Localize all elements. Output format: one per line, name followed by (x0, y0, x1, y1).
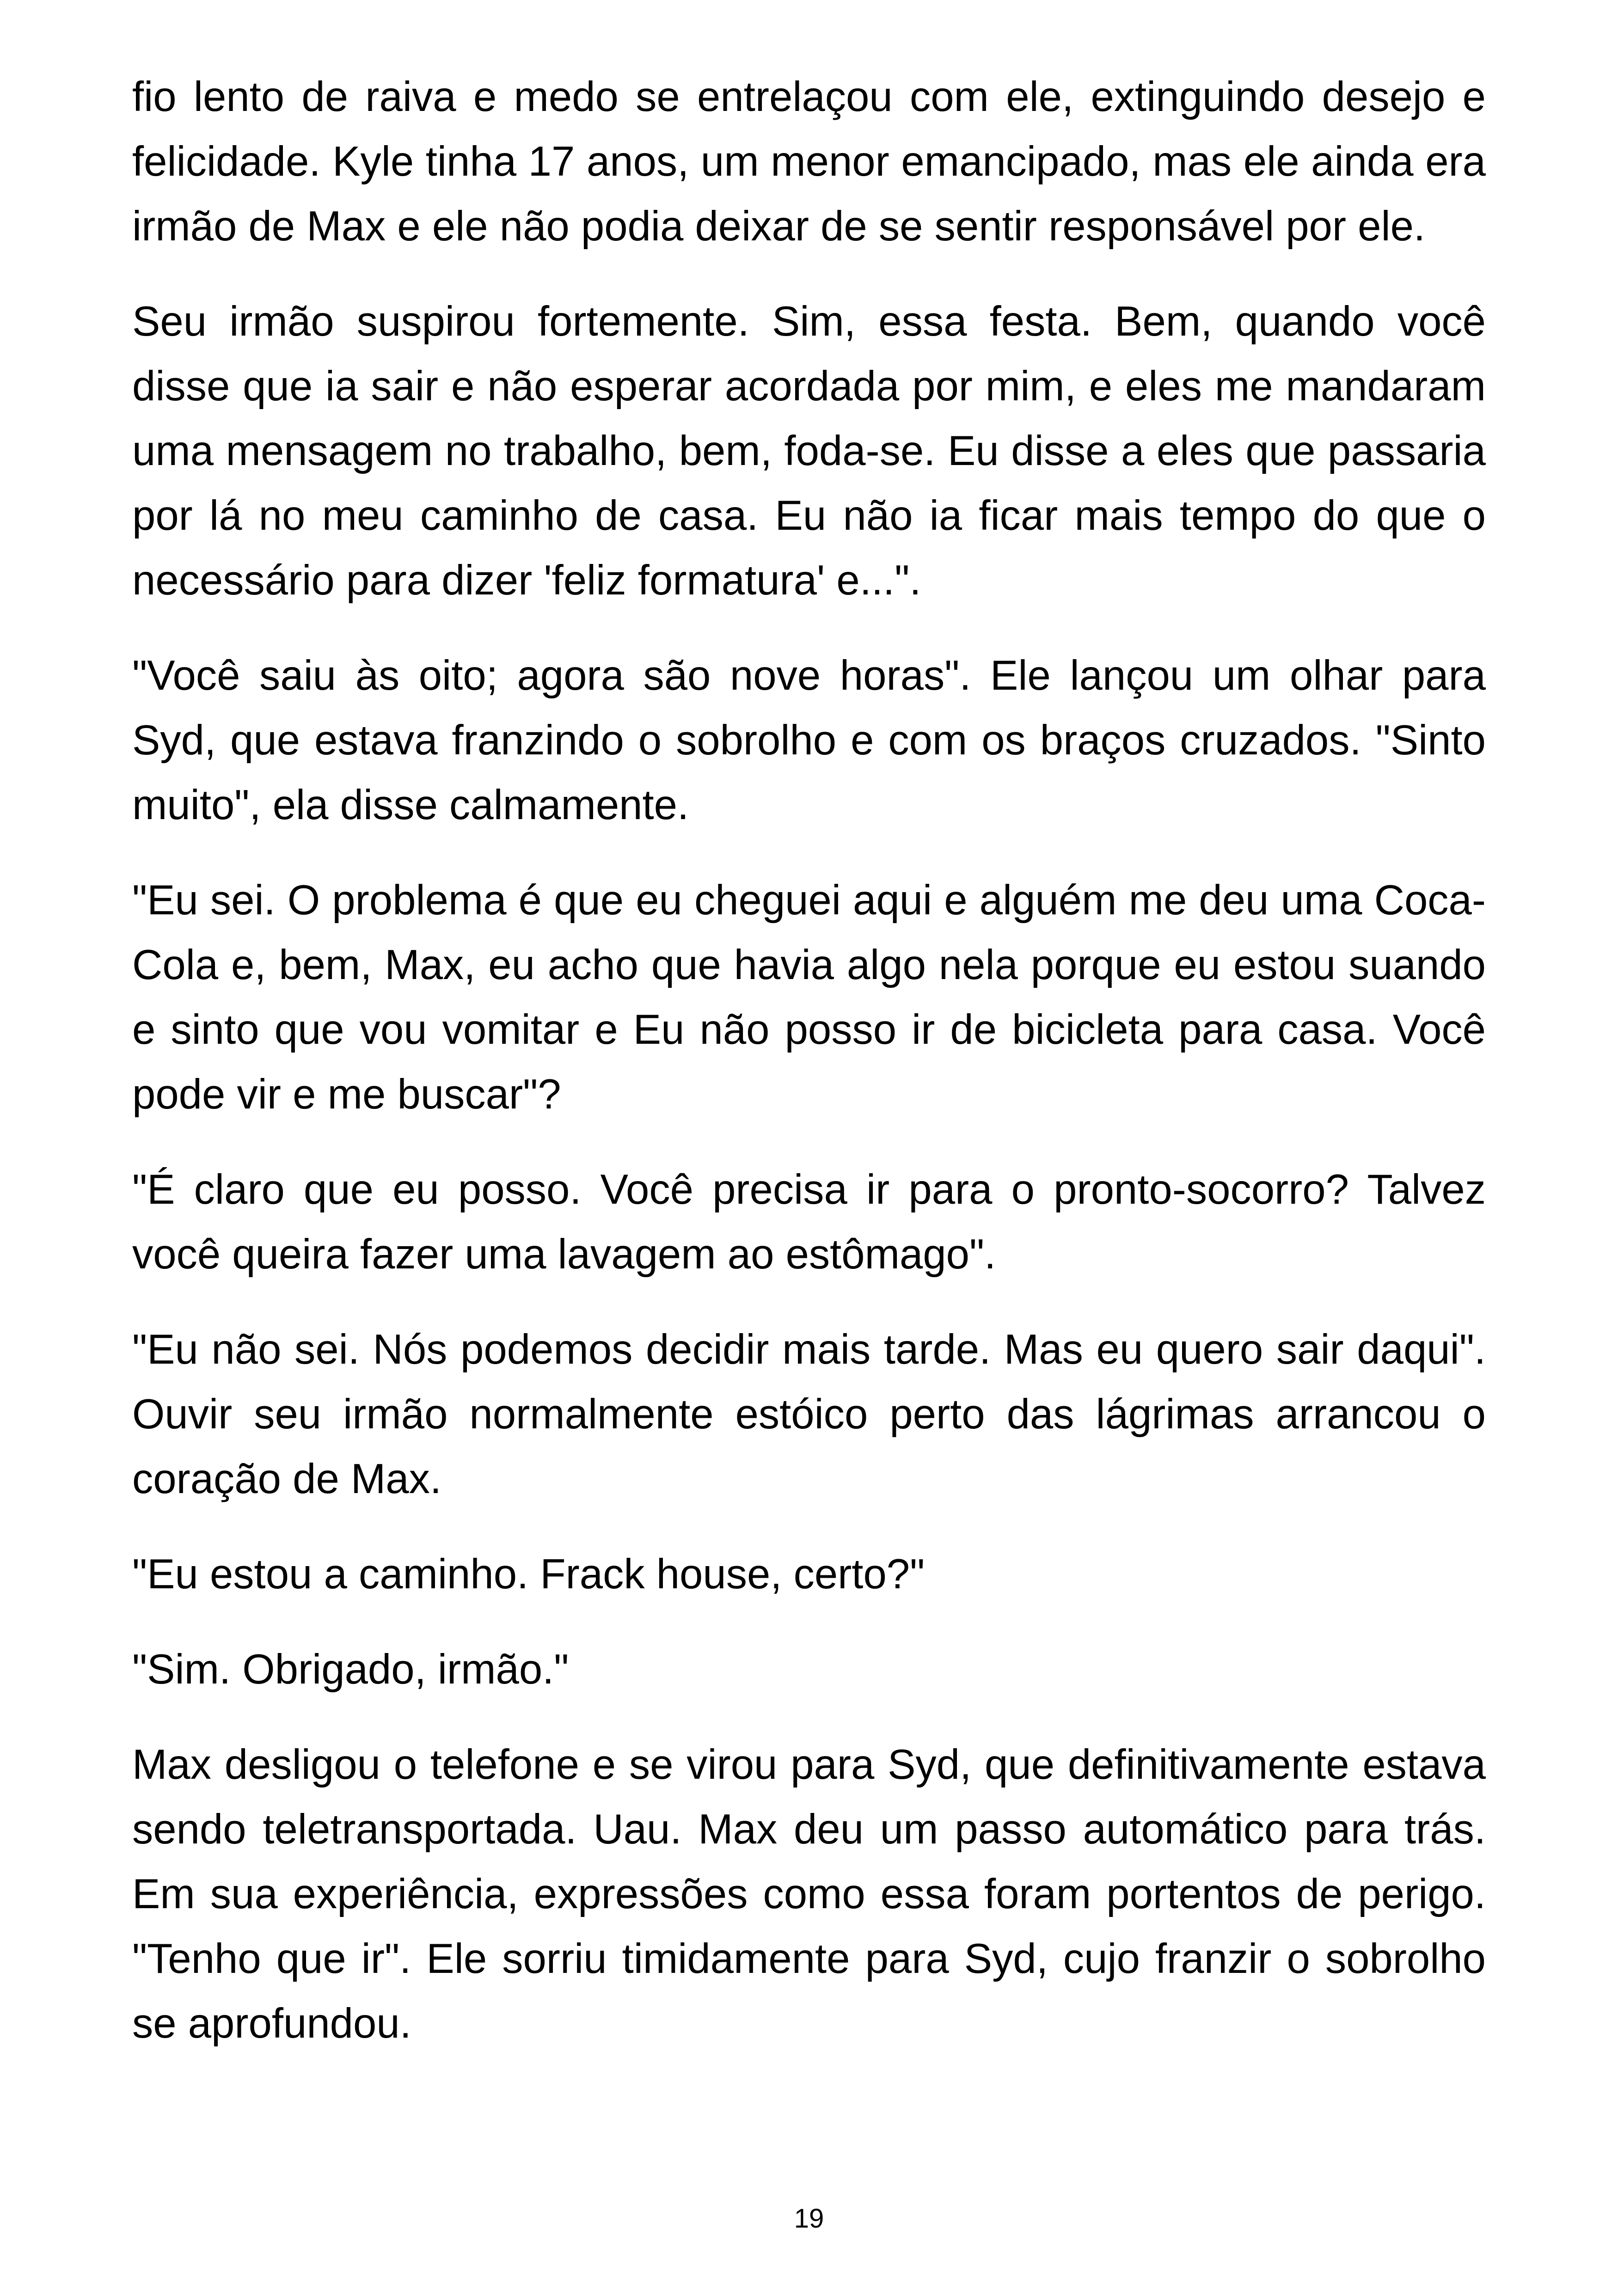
paragraph: "Sim. Obrigado, irmão." (132, 1646, 569, 1693)
page-body-text (132, 65, 1486, 2087)
paragraph: Max desligou o telefone e se virou para Syd, que definitivamente estava sendo teletransportada. Uau. Max deu um passo automático para trás. Em sua experiência, expressões como essa foram portentos de perigo. "Tenho que ir". Ele sorriu timidamente para Syd, cujo franzir o sobrolho se aprofundou. (132, 1741, 1486, 2047)
paragraph: "Eu estou a caminho. Frack house, certo?" (132, 1551, 925, 1598)
paragraph: "Você saiu às oito; agora são nove horas". Ele lançou um olhar para Syd, que estava franzindo o sobrolho e com os braços cruzados. "Sinto muito", ela disse calmamente. (132, 652, 1486, 828)
paragraph: "Eu não sei. Nós podemos decidir mais tarde. Mas eu quero sair daqui". Ouvir seu irmão normalmente estóico perto das lágrimas arrancou o coração de Max. (132, 1326, 1486, 1502)
paragraph: Seu irmão suspirou fortemente. Sim, essa festa. Bem, quando você disse que ia sair e não esperar acordada por mim, e eles me mandaram uma mensagem no trabalho, bem, foda-se. Eu disse a eles que passaria por lá no meu caminho de casa. Eu não ia ficar mais tempo do que o necessário para dizer 'feliz formatura' e...". (132, 298, 1486, 604)
paragraph: fio lento de raiva e medo se entrelaçou com ele, extinguindo desejo e felicidade. Kyle tinha 17 anos, um menor emancipado, mas ele ainda era irmão de Max e ele não podia deixar de se sentir responsável por ele. (132, 73, 1486, 250)
paragraph: "Eu sei. O problema é que eu cheguei aqui e alguém me deu uma Coca-Cola e, bem, Max, eu acho que havia algo nela porque eu estou suando e sinto que vou vomitar e Eu não posso ir de bicicleta para casa. Você pode vir e me buscar"? (132, 877, 1486, 1118)
page-number: 19 (794, 2204, 824, 2234)
paragraph: "É claro que eu posso. Você precisa ir para o pronto-socorro? Talvez você queira fazer uma lavagem ao estômago". (132, 1166, 1486, 1278)
